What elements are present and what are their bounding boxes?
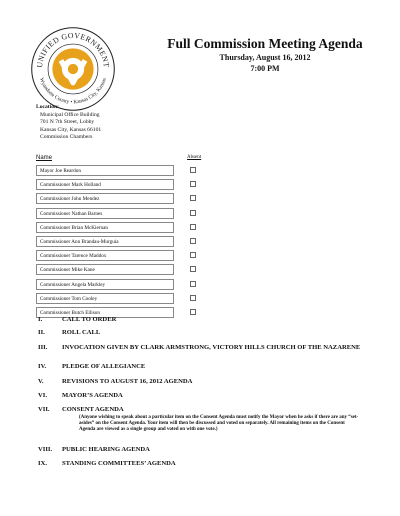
member-name-field[interactable]: Commissioner Angela Markley	[36, 279, 174, 290]
agenda-item-number: V.	[38, 378, 44, 385]
location-block	[36, 104, 101, 142]
location-line: Municipal Office Building	[40, 111, 100, 118]
meeting-date: Thursday, August 16, 2012	[219, 53, 311, 62]
member-name-field[interactable]: Commissioner Ann Brandau-Murguia	[36, 236, 174, 247]
agenda-item-text: INVOCATION GIVEN BY CLARK ARMSTRONG, VICTORY HILLS CHURCH OF THE NAZARENE	[62, 344, 361, 351]
agenda-item-number: VIII.	[38, 446, 53, 453]
absent-checkbox[interactable]	[190, 266, 196, 272]
seal-bottom-text: Wyandotte County • Kansas City, Kansas	[37, 77, 108, 106]
member-name-field[interactable]: Commissioner Brian McKiernan	[36, 222, 174, 233]
absent-checkbox[interactable]	[190, 281, 196, 287]
absent-checkbox[interactable]	[190, 195, 196, 201]
absent-checkbox[interactable]	[190, 309, 196, 315]
absent-checkbox[interactable]	[190, 167, 196, 173]
absent-checkbox[interactable]	[190, 252, 196, 258]
agenda-item-text: REVISIONS TO AUGUST 16, 2012 AGENDA	[62, 378, 193, 385]
consent-agenda-note: (Anyone wishing to speak about a particular item on the Consent Agenda must notify the Mayor when he asks if there are any “set-asides” on the Consent Agenda. Your item will then be discussed and voted on separately. All remaining items on the Consent Agenda are viewed as a single group and voted on with one vote.)	[79, 415, 359, 432]
unified-government-seal	[30, 26, 116, 112]
member-name-field[interactable]: Commissioner John Mendez	[36, 193, 174, 204]
location-label: Location:	[36, 104, 59, 110]
agenda-item-text: CALL TO ORDER	[62, 316, 117, 323]
agenda-item-text: PUBLIC HEARING AGENDA	[62, 446, 150, 453]
agenda-item-text: STANDING COMMITTEES’ AGENDA	[62, 460, 176, 467]
agenda-item-number: I.	[38, 316, 43, 323]
agenda-header	[140, 36, 390, 74]
agenda-item-text: CONSENT AGENDA	[62, 406, 124, 413]
absent-column-header: Absent	[187, 155, 202, 160]
agenda-item-number: III.	[38, 344, 48, 351]
member-name-field[interactable]: Commissioner Butch Ellison	[36, 307, 174, 318]
location-line: 701 N 7th Street, Lobby	[40, 119, 95, 126]
agenda-item-text: MAYOR’S AGENDA	[62, 392, 123, 399]
absent-checkbox[interactable]	[190, 224, 196, 230]
absent-checkbox[interactable]	[190, 181, 196, 187]
agenda-item-number: IX.	[38, 460, 47, 467]
location-line: Kansas City, Kansas 66101	[40, 126, 102, 133]
agenda-item-number: IV.	[38, 363, 47, 370]
location-line: Commission Chambers	[40, 134, 93, 141]
meeting-time: 7:00 PM	[250, 64, 280, 73]
member-name-field[interactable]: Commissioner Tarence Maddox	[36, 250, 174, 261]
page-title: Full Commission Meeting Agenda	[167, 36, 363, 51]
member-name-field[interactable]: Commissioner Mike Kane	[36, 264, 174, 275]
agenda-item-number: VII.	[38, 406, 50, 413]
agenda-item-number: VI.	[38, 392, 47, 399]
member-name-field[interactable]: Commissioner Nathan Barnes	[36, 208, 174, 219]
absent-checkbox[interactable]	[190, 238, 196, 244]
member-name-field[interactable]: Commissioner Tom Cooley	[36, 293, 174, 304]
agenda-item-text: PLEDGE OF ALLEGIANCE	[62, 363, 146, 370]
seal-top-text: UNIFIED GOVERNMENT	[34, 30, 111, 69]
absent-checkbox[interactable]	[190, 295, 196, 301]
name-column-header: Name	[36, 155, 53, 161]
absent-checkbox[interactable]	[190, 210, 196, 216]
agenda-item-text: ROLL CALL	[62, 329, 101, 336]
member-name-field[interactable]: Mayor Joe Reardon	[36, 165, 174, 176]
agenda-item-number: II.	[38, 329, 45, 336]
member-name-field[interactable]: Commissioner Mark Holland	[36, 179, 174, 190]
